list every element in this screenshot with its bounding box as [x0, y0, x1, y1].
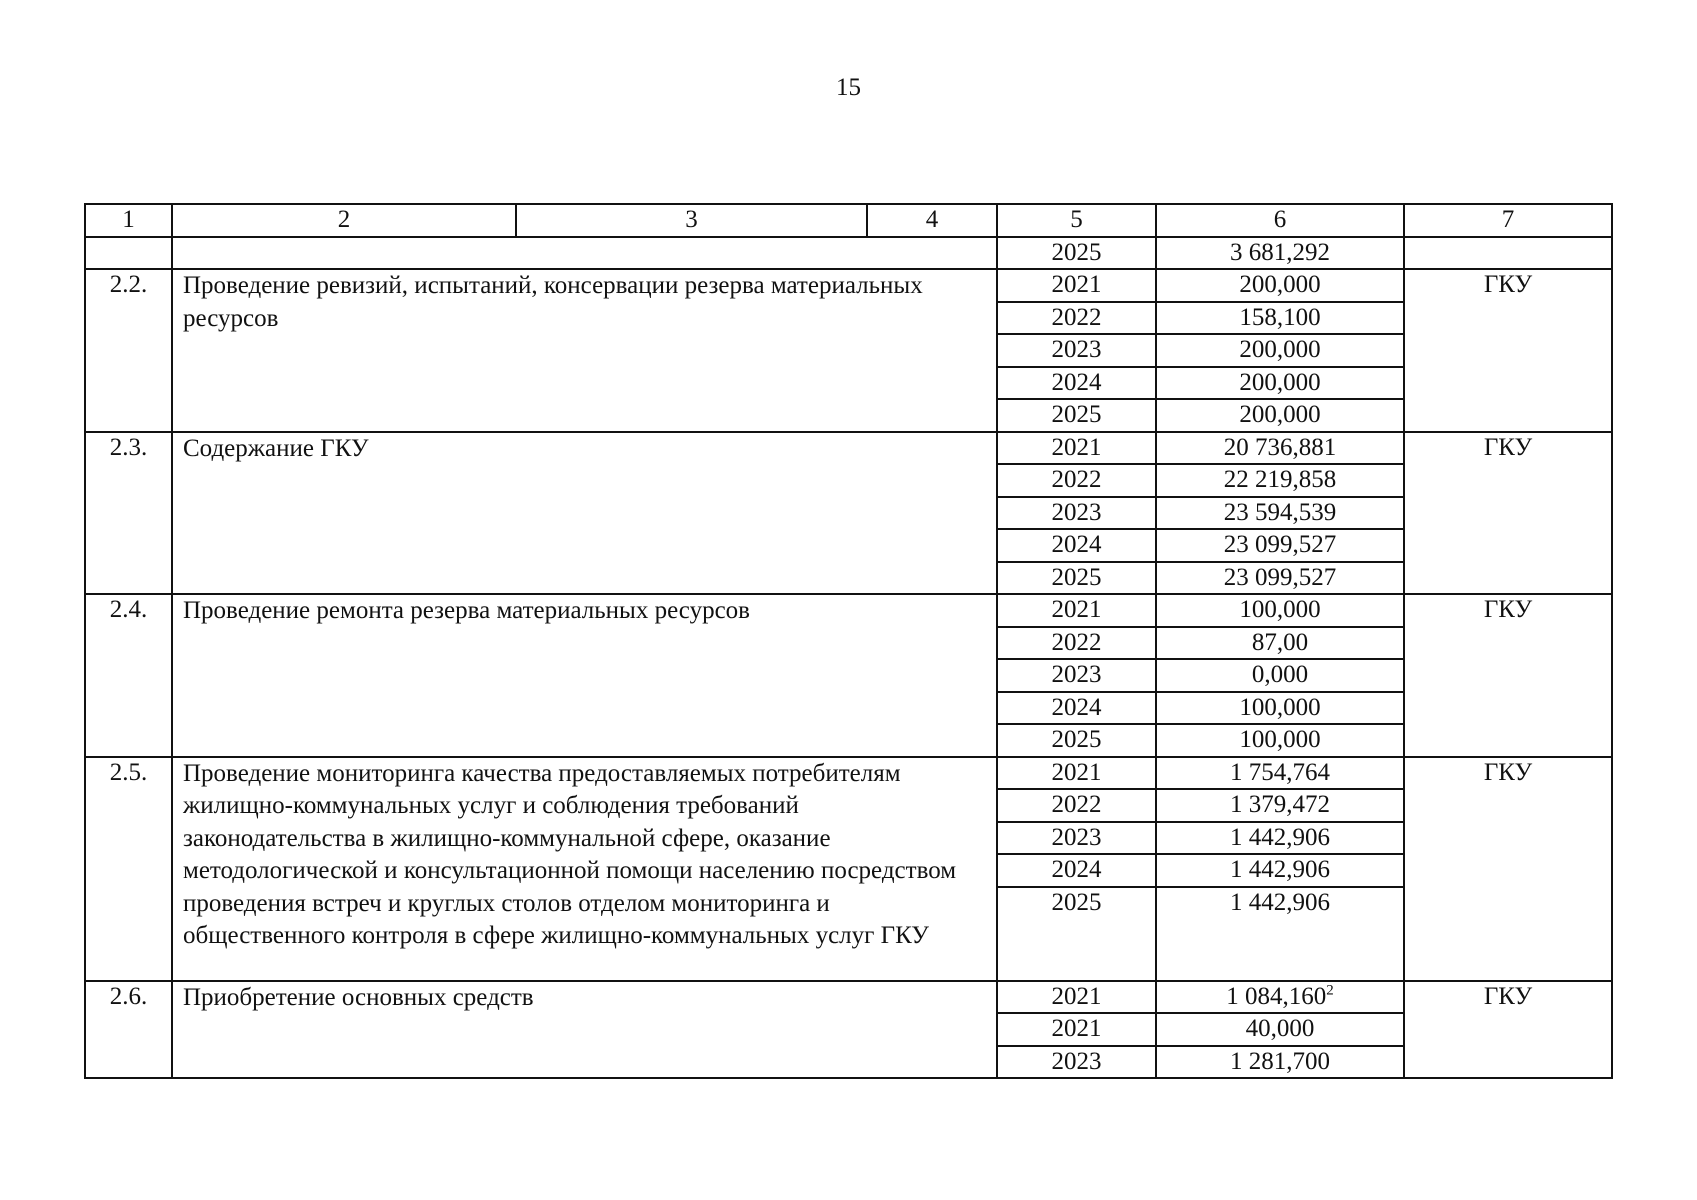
year-cell: 2021: [997, 1013, 1156, 1046]
year-cell: 2021: [997, 269, 1156, 302]
amount-cell: [1156, 1013, 1404, 1046]
amount-value: 1 084,160: [1226, 982, 1327, 1010]
amount-cell: [1156, 659, 1404, 692]
amount-cell: [1156, 562, 1404, 595]
carry-over-number-cell: [85, 237, 172, 270]
amount-cell: [1156, 432, 1404, 465]
year-cell: 2021: [997, 757, 1156, 790]
amount-value: 100,000: [1239, 693, 1321, 721]
year-cell: 2025: [997, 887, 1156, 981]
amount-value: 22 219,858: [1223, 466, 1337, 493]
year-cell: 2022: [997, 789, 1156, 822]
amount-value: 23 594,539: [1223, 498, 1337, 526]
table-row: [85, 269, 1612, 302]
item-description: Проведение ремонта резерва материальных ресурсов: [172, 594, 997, 757]
amount-value: 1 754,764: [1230, 758, 1330, 786]
column-header-2: 2: [172, 204, 516, 237]
item-number: 2.6.: [85, 981, 172, 1079]
amount-cell: [1156, 692, 1404, 725]
amount-value: 1 379,472: [1230, 791, 1330, 818]
column-header-7: 7: [1404, 204, 1612, 237]
carry-over-executor-cell: [1404, 237, 1612, 270]
year-cell: 2022: [997, 464, 1156, 497]
year-cell: 2021: [997, 432, 1156, 465]
amount-value: 1 442,906: [1230, 823, 1330, 851]
year-cell: 2023: [997, 1046, 1156, 1079]
amount-cell: [1156, 1046, 1404, 1079]
amount-value: 100,000: [1239, 726, 1321, 753]
carry-over-value: 3 681,292: [1156, 237, 1404, 270]
amount-value: 158,100: [1239, 303, 1321, 331]
item-description: Содержание ГКУ: [172, 432, 997, 595]
amount-value: 23 099,527: [1223, 531, 1337, 558]
executor-cell: ГКУ: [1404, 432, 1612, 595]
executor-cell: ГКУ: [1404, 757, 1612, 981]
amount-cell: [1156, 724, 1404, 757]
item-number: 2.3.: [85, 432, 172, 595]
amount-value: 20 736,881: [1223, 433, 1337, 461]
amount-value: 40,000: [1245, 1015, 1315, 1042]
amount-cell: [1156, 367, 1404, 400]
year-cell: 2022: [997, 302, 1156, 335]
year-cell: 2021: [997, 981, 1156, 1014]
amount-value: 200,000: [1239, 401, 1321, 428]
column-header-6: 6: [1156, 204, 1404, 237]
amount-cell: [1156, 627, 1404, 660]
year-cell: 2025: [997, 724, 1156, 757]
year-cell: 2021: [997, 594, 1156, 627]
amount-value: 200,000: [1239, 336, 1321, 363]
amount-value: 1 281,700: [1230, 1047, 1330, 1075]
amount-cell: [1156, 269, 1404, 302]
year-cell: 2024: [997, 529, 1156, 562]
year-cell: 2025: [997, 399, 1156, 432]
amount-value: 1 442,906: [1230, 856, 1330, 883]
amount-cell: [1156, 789, 1404, 822]
year-cell: 2024: [997, 367, 1156, 400]
year-cell: 2023: [997, 334, 1156, 367]
amount-cell: [1156, 887, 1404, 981]
executor-cell: ГКУ: [1404, 981, 1612, 1079]
executor-cell: ГКУ: [1404, 594, 1612, 757]
table-row: [85, 757, 1612, 790]
year-cell: 2023: [997, 659, 1156, 692]
executor-cell: ГКУ: [1404, 269, 1612, 432]
column-header-4: 4: [867, 204, 997, 237]
year-cell: 2024: [997, 854, 1156, 887]
year-cell: 2023: [997, 497, 1156, 530]
amount-value: 200,000: [1239, 271, 1321, 298]
amount-cell: [1156, 822, 1404, 855]
amount-value: 0,000: [1251, 661, 1309, 688]
item-number: 2.2.: [85, 269, 172, 432]
carry-over-description-cell: [172, 237, 997, 270]
amount-cell: [1156, 529, 1404, 562]
table-row: [85, 432, 1612, 465]
amount-cell: [1156, 302, 1404, 335]
amount-cell: [1156, 464, 1404, 497]
year-cell: 2022: [997, 627, 1156, 660]
amount-cell: [1156, 854, 1404, 887]
amount-value: 200,000: [1239, 368, 1321, 396]
item-number: 2.4.: [85, 594, 172, 757]
amount-value: 23 099,527: [1223, 563, 1337, 591]
amount-cell: [1156, 757, 1404, 790]
amount-value: 100,000: [1239, 596, 1321, 623]
year-cell: 2024: [997, 692, 1156, 725]
item-description: Приобретение основных средств: [172, 981, 997, 1079]
column-header-3: 3: [516, 204, 867, 237]
footnote-marker: 2: [1326, 982, 1334, 999]
amount-value: 1 442,906: [1230, 888, 1330, 916]
carry-over-year: 2025: [997, 237, 1156, 270]
year-cell: 2023: [997, 822, 1156, 855]
amount-cell: [1156, 981, 1404, 1014]
amount-cell: [1156, 399, 1404, 432]
budget-table: [84, 203, 1613, 1079]
amount-cell: [1156, 334, 1404, 367]
amount-value: 87,00: [1251, 628, 1309, 656]
item-number: 2.5.: [85, 757, 172, 981]
column-header-5: 5: [997, 204, 1156, 237]
carry-over-row: [85, 237, 1612, 270]
amount-cell: [1156, 497, 1404, 530]
column-header-1: 1: [85, 204, 172, 237]
item-description: Проведение мониторинга качества предоставляемых потребителям жилищно-коммунальных услуг и соблюдения требований законодательства в жилищно-коммунальной сфере, оказание методологической и консультационной помощи населению посредством проведения встреч и круглых столов отделом мониторинга и общественного контроля в сфере жилищно-коммунальных услуг ГКУ: [172, 757, 997, 981]
table-row: [85, 594, 1612, 627]
table-row: [85, 981, 1612, 1014]
item-description: Проведение ревизий, испытаний, консервации резерва материальных ресурсов: [172, 269, 997, 432]
column-number-header-row: [85, 204, 1612, 237]
year-cell: 2025: [997, 562, 1156, 595]
amount-cell: [1156, 594, 1404, 627]
page-number: 15: [836, 74, 861, 101]
